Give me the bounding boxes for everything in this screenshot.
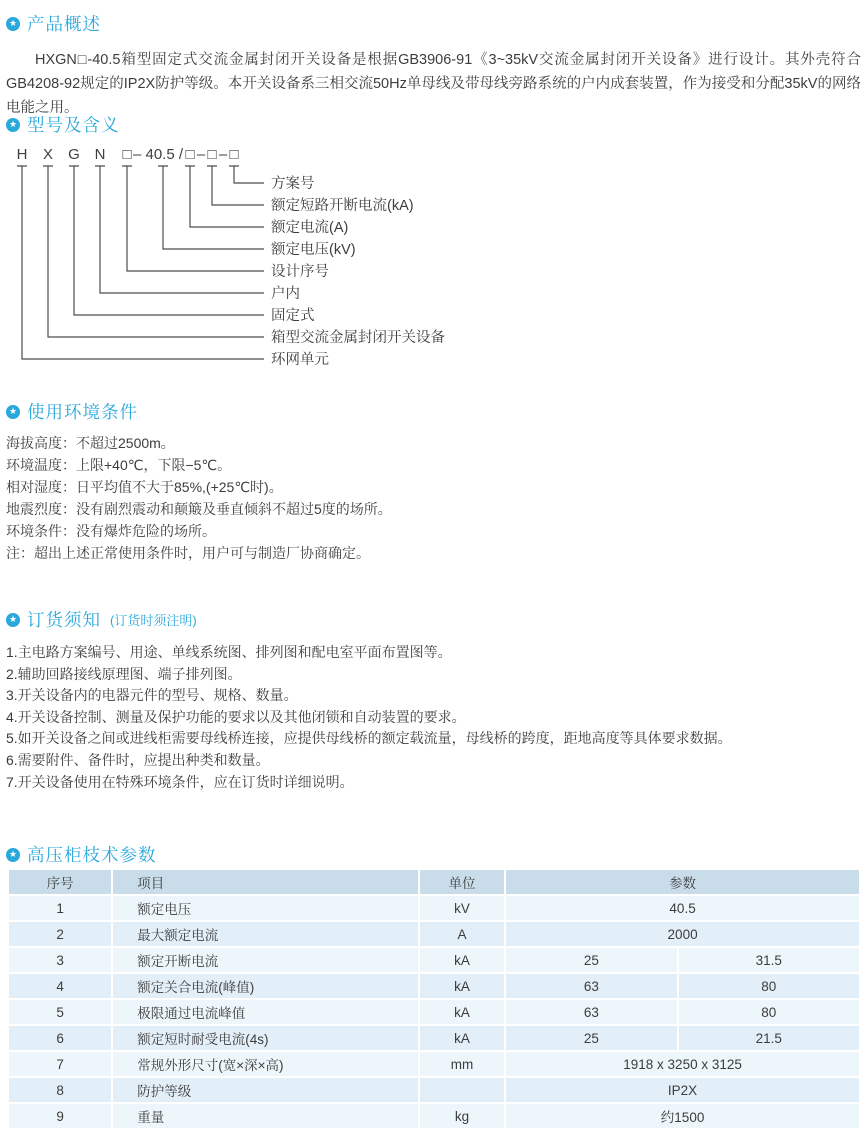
overview-paragraph: HXGN□-40.5箱型固定式交流金属封闭开关设备是根据GB3906-91《3~35kV交流金属封闭开关设备》进行设计。其外壳符合GB4208-92规定的IP2X防护等级。本开关设备系三相交流50Hz单母线及带母线旁路系统的户内成套装置，作为接受和分配35kV的网络电能之用。 [6,52,861,116]
cell-item: 最大额定电流 [113,922,418,946]
cell-value: 2000 [506,922,859,946]
table-row [9,1026,859,1050]
environment-line: 相对湿度：日平均值不大于85%,(+25℃时)。 [6,479,283,495]
model-label: 箱型交流金属封闭开关设备 [271,330,445,346]
cell-no: 7 [9,1052,111,1076]
table-row [9,1104,859,1128]
model-label: 固定式 [271,308,315,324]
cell-unit: kV [420,896,504,920]
environment-line: 地震烈度：没有剧烈震动和颠簸及垂直倾斜不超过5度的场所。 [6,501,392,517]
model-symbol: H [16,146,28,163]
cell-item: 常规外形尺寸(宽×深×高) [113,1052,418,1076]
cell-item: 额定开断电流 [113,948,418,972]
cell-no: 5 [9,1000,111,1024]
cell-unit: kA [420,1000,504,1024]
model-label: 设计序号 [271,264,329,280]
column-header-no: 序号 [9,870,111,894]
table-row [9,1052,859,1076]
column-header-unit: 单位 [420,870,504,894]
star-circle-icon: ★ [6,17,20,31]
section-title-environment: 使用环境条件 [27,402,138,422]
section-header-environment [6,399,138,424]
model-symbol: N [94,146,106,163]
cell-no: 9 [9,1104,111,1128]
ordering-item: 6.需要附件、备件时，应提出种类和数量。 [6,751,270,768]
cell-value: 80 [679,1000,859,1024]
ordering-item: 7.开关设备使用在特殊环境条件，应在订货时详细说明。 [6,773,354,790]
cell-value: 25 [506,948,676,972]
table-row [9,974,859,998]
ordering-item: 4.开关设备控制、测量及保护功能的要求以及其他闭锁和自动装置的要求。 [6,708,466,725]
model-symbol: G [68,146,80,163]
connector-line [185,166,264,227]
cell-item: 防护等级 [113,1078,418,1102]
model-symbol: – 40.5 / [132,146,184,163]
cell-no: 6 [9,1026,111,1050]
ordering-notes-list [6,642,861,793]
table-row [9,896,859,920]
cell-value: 1918 x 3250 x 3125 [506,1052,859,1076]
environment-line: 注：超出上述正常使用条件时，用户可与制造厂协商确定。 [6,545,370,561]
cell-no: 1 [9,896,111,920]
cell-no: 8 [9,1078,111,1102]
model-label: 环网单元 [271,352,329,368]
model-label: 方案号 [271,176,315,192]
environment-line: 环境温度：上限+40℃，下限−5℃。 [6,457,232,473]
cell-value: 21.5 [679,1026,859,1050]
model-label: 额定短路开断电流(kA) [271,198,414,214]
table-row [9,922,859,946]
connector-line [43,166,264,337]
model-symbol: □ [122,146,132,163]
cell-value: 25 [506,1026,676,1050]
connector-line [229,166,264,183]
table-row [9,1078,859,1102]
cell-value: 80 [679,974,859,998]
cell-no: 2 [9,922,111,946]
section-header-overview [6,11,101,36]
cell-value: 31.5 [679,948,859,972]
model-label: 额定电压(kV) [271,242,356,258]
column-header-item: 项目 [113,870,418,894]
environment-line: 环境条件：没有爆炸危险的场所。 [6,523,216,539]
connector-line [17,166,264,359]
cell-value: 63 [506,974,676,998]
model-symbol: □ [229,146,239,163]
model-symbol: – [218,146,228,163]
cell-item: 额定电压 [113,896,418,920]
cell-unit: A [420,922,504,946]
cell-no: 3 [9,948,111,972]
section-header-model [6,112,120,137]
table-header-row [9,870,859,894]
cell-item: 重量 [113,1104,418,1128]
model-symbol: X [42,146,54,163]
technical-parameters-table [7,868,861,1130]
connector-line [95,166,264,293]
cell-value: 约1500 [506,1104,859,1128]
connector-line [122,166,264,271]
column-header-value: 参数 [506,870,859,894]
cell-no: 4 [9,974,111,998]
section-title-model: 型号及含义 [27,115,120,135]
section-note-ordering: (订货时须注明) [110,613,197,628]
model-label: 户内 [271,286,300,302]
section-title-overview: 产品概述 [27,14,101,34]
model-label: 额定电流(A) [271,220,349,236]
ordering-item: 2.辅助回路接线原理图、端子排列图。 [6,665,242,682]
connector-line [158,166,264,249]
ordering-item: 3.开关设备内的电器元件的型号、规格、数量。 [6,687,298,704]
cell-unit: kg [420,1104,504,1128]
environment-line: 海拔高度：不超过2500m。 [6,435,175,451]
section-header-params [6,842,157,867]
environment-conditions-list [6,432,861,564]
table-row [9,948,859,972]
ordering-item: 1.主电路方案编号、用途、单线系统图、排列图和配电室平面布置图等。 [6,644,452,660]
model-symbol: □ [207,146,217,163]
cell-item: 额定短时耐受电流(4s) [113,1026,418,1050]
section-title-params: 高压柜枝术参数 [27,845,157,865]
star-circle-icon: ★ [6,118,20,132]
section-header-ordering [6,607,197,632]
cell-value: 63 [506,1000,676,1024]
cell-unit: kA [420,948,504,972]
cell-item: 额定关合电流(峰值) [113,974,418,998]
star-circle-icon: ★ [6,405,20,419]
section-title-ordering: 订货须知 [27,610,101,630]
star-circle-icon: ★ [6,848,20,862]
cell-item: 极限通过电流峰值 [113,1000,418,1024]
cell-unit: kA [420,974,504,998]
connector-line [207,166,264,205]
star-circle-icon: ★ [6,613,20,627]
cell-value: 40.5 [506,896,859,920]
ordering-item: 5.如开关设备之间或进线柜需要母线桥连接，应提供母线桥的额定载流量，母线桥的跨度，距地高度等具体要求数据。 [6,730,732,747]
cell-unit [420,1078,504,1102]
cell-unit: kA [420,1026,504,1050]
cell-value: IP2X [506,1078,859,1102]
model-symbol: – [196,146,206,163]
model-symbol: □ [185,146,195,163]
table-row [9,1000,859,1024]
model-designation-diagram [6,143,526,378]
cell-unit: mm [420,1052,504,1076]
